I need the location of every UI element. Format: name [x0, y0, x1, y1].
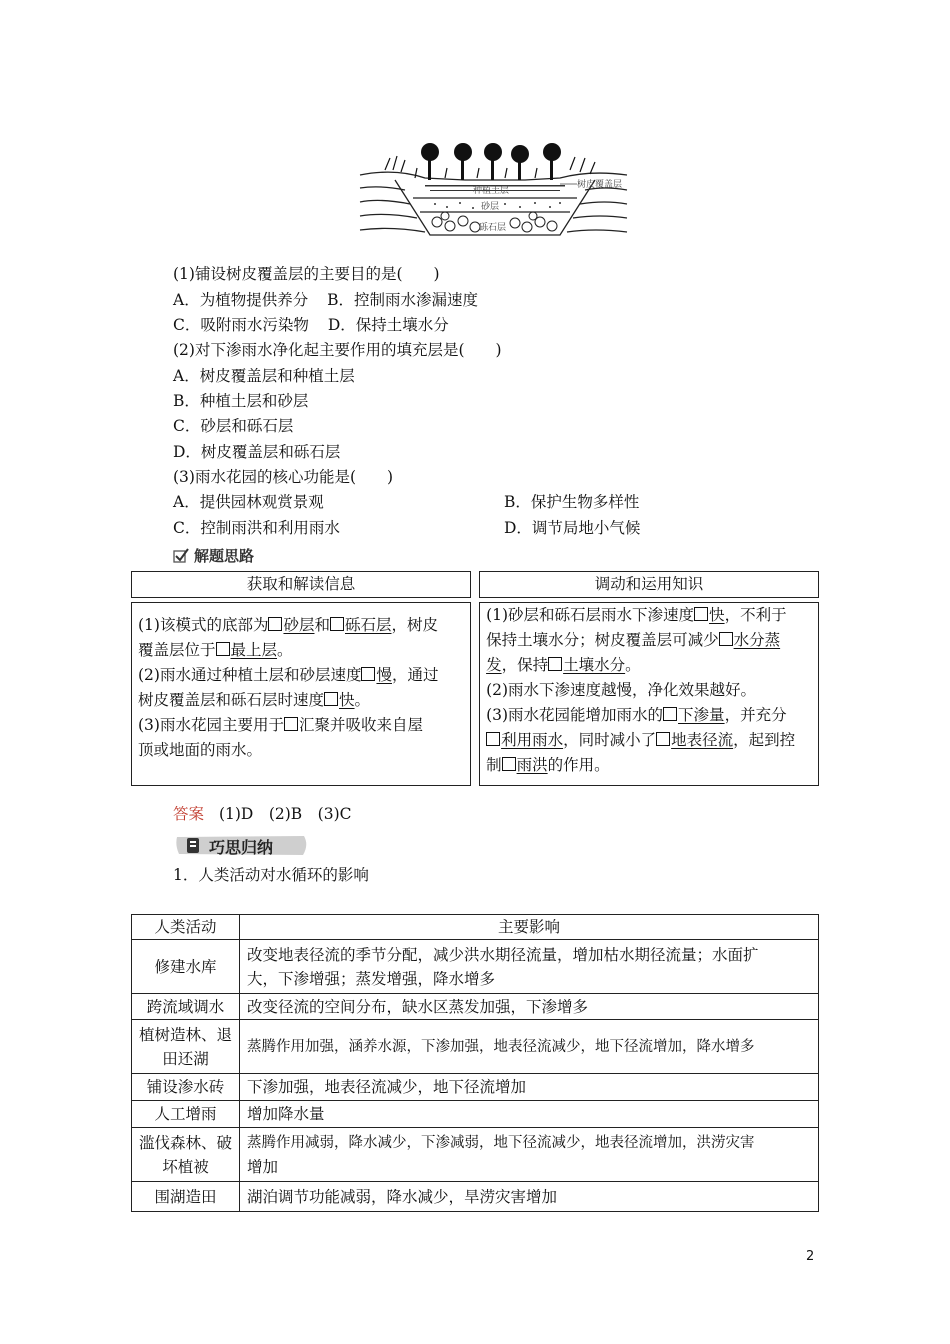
table-row: 围湖造田 湖泊调节功能减弱，降水减少，旱涝灾害增加: [132, 1182, 819, 1212]
q3-option-d: D．调节局地小气候: [504, 519, 641, 537]
question-2-stem: (2)对下渗雨水净化起主要作用的填充层是( ): [173, 341, 502, 359]
question-1-stem: (1)铺设树皮覆盖层的主要目的是( ): [173, 265, 440, 283]
thinking-col2-header: 调动和运用知识: [480, 572, 819, 598]
thinking-table: [131, 571, 819, 786]
answer-label: 答案: [173, 805, 205, 823]
thinking-left-cell: (1)该模式的底部为 砂层和 砾石层，树皮 覆盖层位于 最上层。 (2)雨水通过种植土层和砂层速度 慢，通过 树皮覆盖层和砾石层时速度 快。 (3)雨水花园主要用于 汇聚并吸收来自屋 顶或地面的雨水。: [132, 603, 471, 786]
table-row: 人工增雨 增加降水量: [132, 1101, 819, 1128]
q1-option-a: A．为植物提供养分: [173, 291, 309, 309]
answer-text: (1)D (2)B (3)C: [218, 805, 352, 823]
q3-option-a: A．提供园林观赏景观: [173, 493, 324, 511]
human-activity-table: [131, 914, 819, 1212]
q1-option-cd: [173, 315, 449, 335]
page-number: 2: [806, 1249, 815, 1264]
col-activity-header: 人类活动: [132, 915, 240, 940]
label-bark-layer: 树皮覆盖层: [577, 180, 623, 190]
q1-option-c: C．吸附雨水污染物: [173, 316, 309, 334]
rain-garden-diagram: [355, 130, 635, 250]
thinking-right-cell: (1)砂层和砾石层雨水下渗速度 快，不利于 保持土壤水分；树皮覆盖层可减少 水分蒸 发，保持 土壤水分。 (2)雨水下渗速度越慢，净化效果越好。 (3)雨水花园能增加雨水的 下渗量，并充分 利用雨水，同时减小了 地表径流，起到控 制 雨洪的作用。: [480, 603, 819, 786]
summary-heading: 1．人类活动对水循环的影响: [173, 866, 369, 884]
q2-option-a: A．树皮覆盖层和种植土层: [173, 367, 355, 385]
q1-option-b: B．控制雨水渗漏速度: [327, 291, 479, 309]
answer-line: [173, 804, 352, 824]
label-gravel: 砾石层: [479, 223, 507, 233]
table-row: 滥伐森林、破 坏植被 蒸腾作用减弱，降水减少，下渗减弱，地下径流减少，地表径流增加，洪涝灾害 增加: [132, 1128, 819, 1182]
label-planting-soil: 种植土层: [473, 186, 510, 196]
table-row: 跨流域调水 改变径流的空间分布，缺水区蒸发加强，下渗增多: [132, 994, 819, 1020]
thinking-col1-header: 获取和解读信息: [132, 572, 471, 598]
q2-option-c: C．砂层和砾石层: [173, 417, 294, 435]
table-row: 植树造林、退 田还湖 蒸腾作用加强，涵养水源，下渗加强，地表径流减少，地下径流增加，降水增多: [132, 1020, 819, 1074]
thinking-heading: [173, 545, 254, 566]
table-row: 铺设渗水砖 下渗加强，地表径流减少，地下径流增加: [132, 1074, 819, 1101]
q1-option-d: D．保持土壤水分: [327, 316, 449, 334]
col-effect-header: 主要影响: [240, 915, 819, 940]
table-row: 修建水库 改变地表径流的季节分配，减少洪水期径流量，增加枯水期径流量；水面扩 大，下渗增强；蒸发增强，降水增多: [132, 940, 819, 994]
summary-banner: [173, 832, 310, 858]
q2-option-b: B．种植土层和砂层: [173, 392, 309, 410]
q3-option-b: B．保护生物多样性: [504, 493, 640, 511]
q3-option-c: C．控制雨洪和利用雨水: [173, 519, 340, 537]
thinking-title: 解题思路: [194, 547, 255, 565]
checkbox-icon: [173, 548, 189, 564]
summary-title: 巧思归纳: [209, 838, 274, 857]
q1-option-ab: [173, 290, 478, 310]
question-3-stem: (3)雨水花园的核心功能是( ): [173, 468, 394, 486]
q2-option-d: D．树皮覆盖层和砾石层: [173, 443, 341, 461]
label-sand: 砂层: [481, 202, 500, 212]
